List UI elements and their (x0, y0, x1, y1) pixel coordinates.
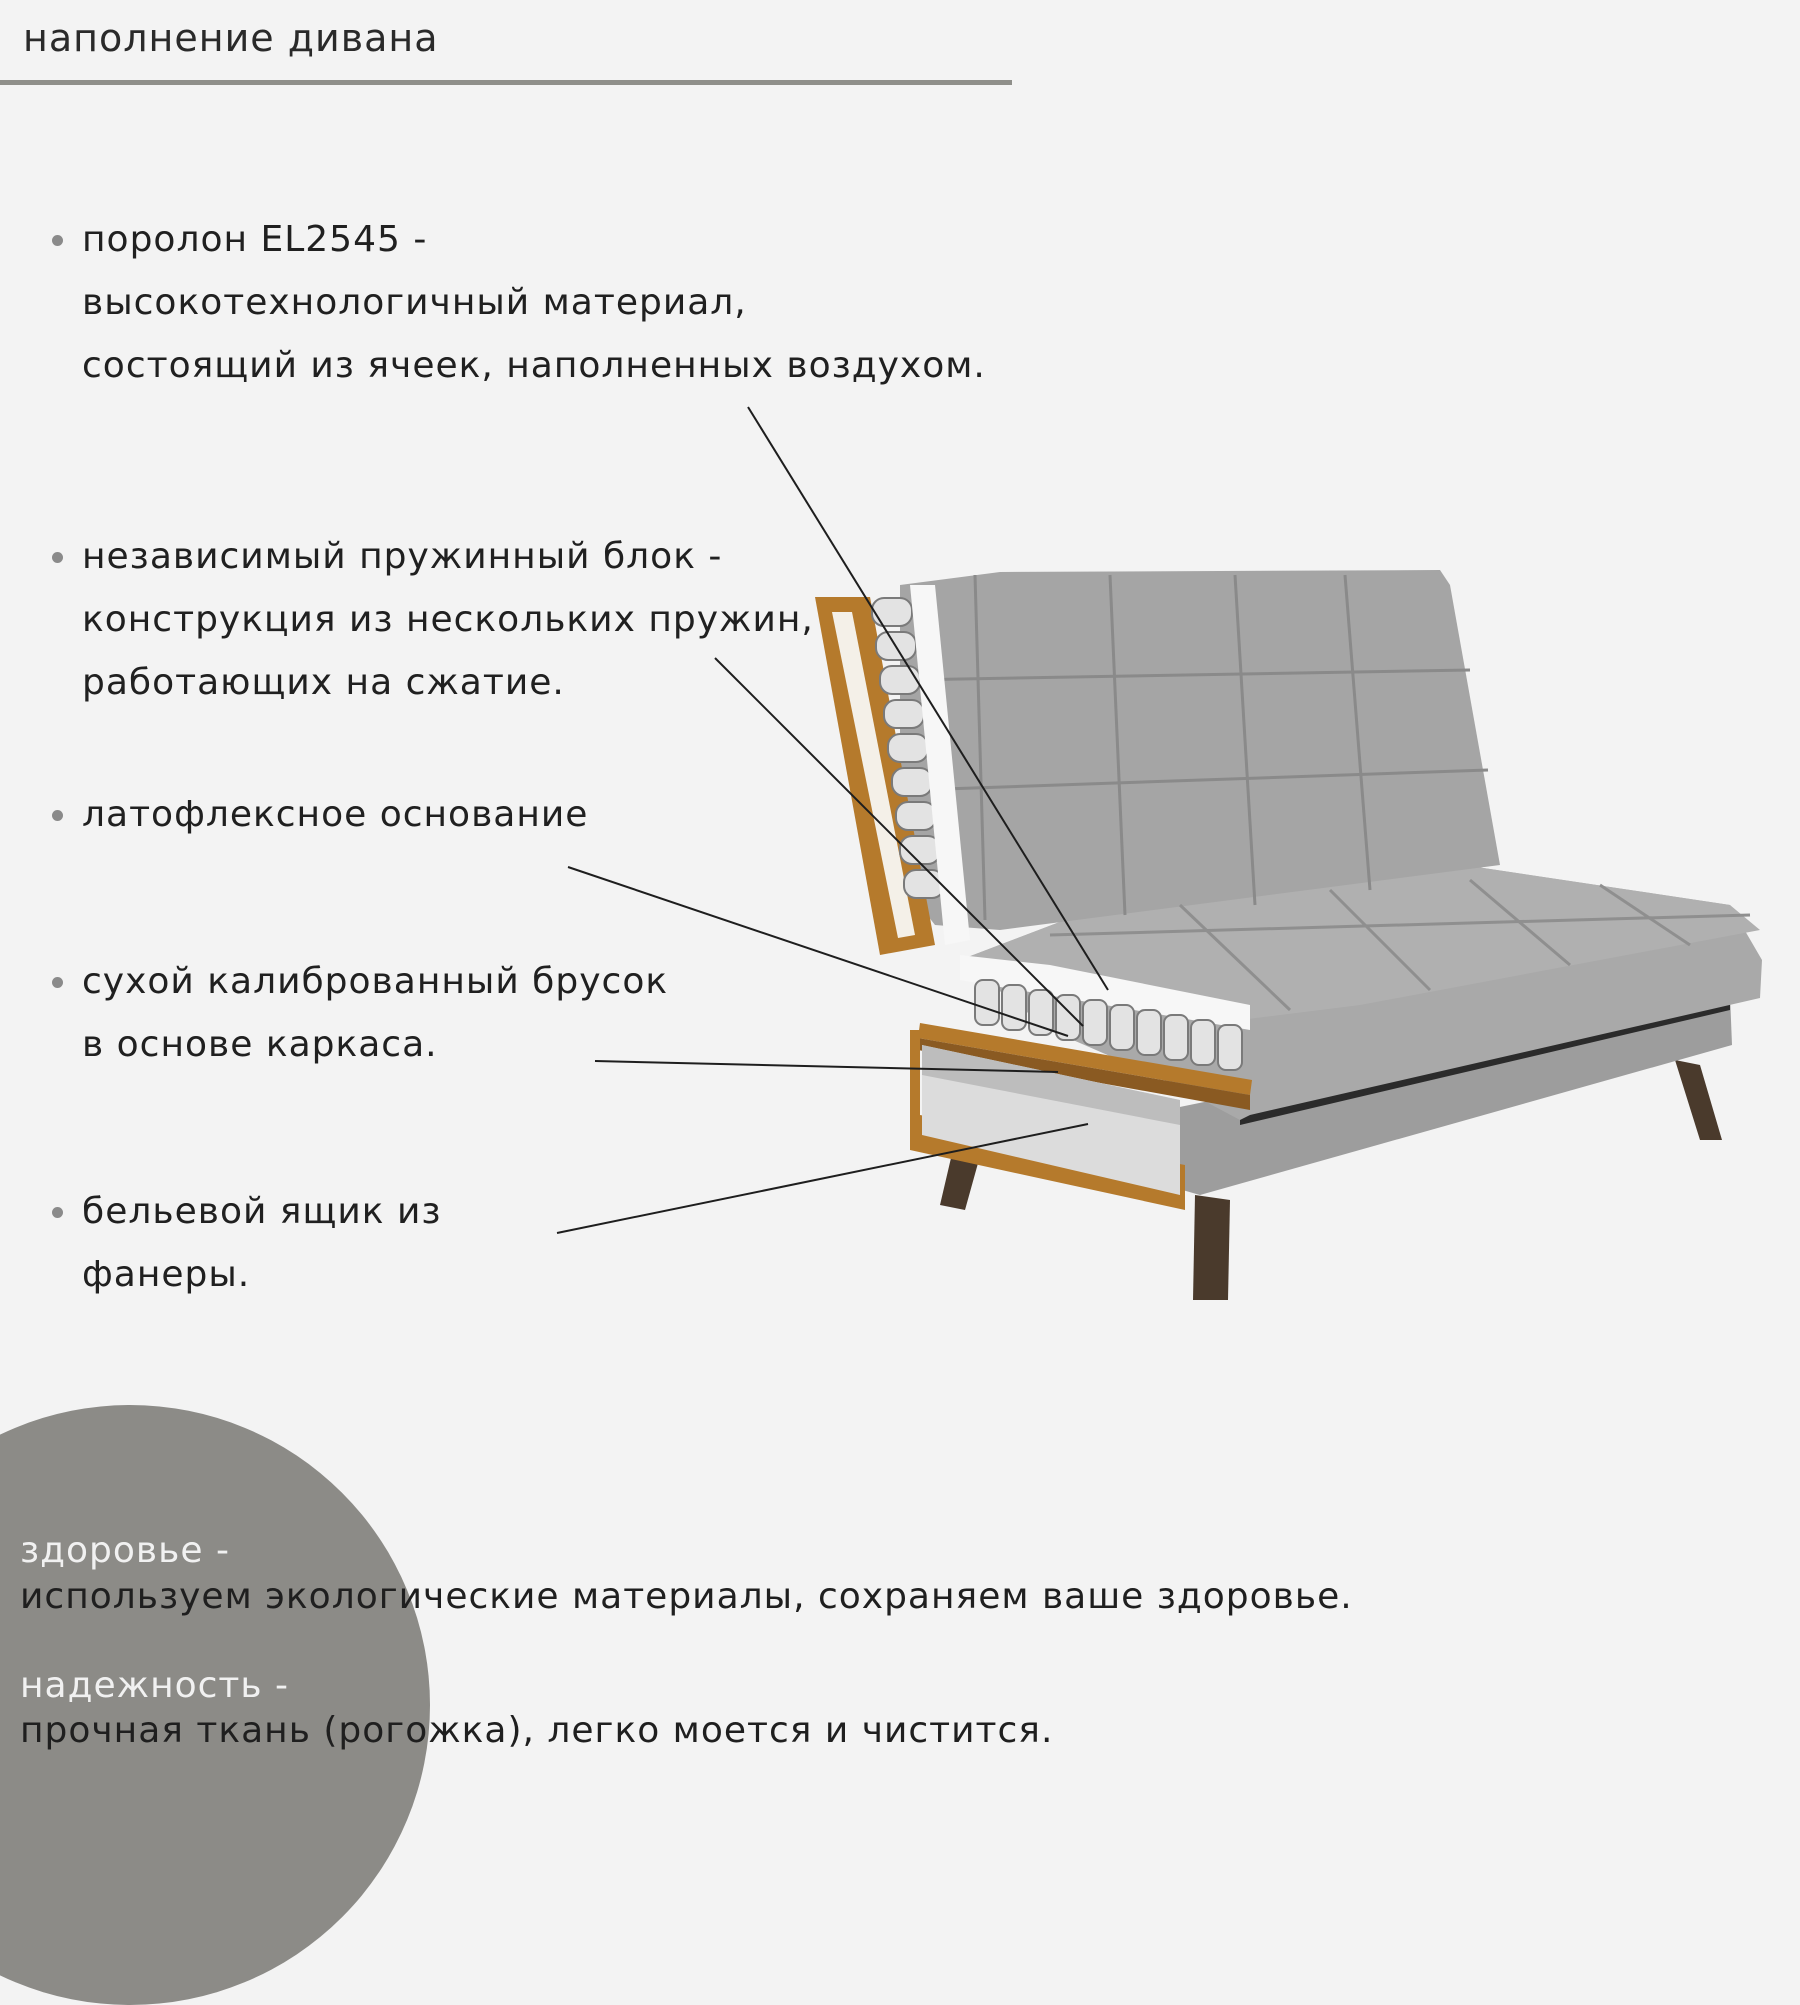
feature-line: латофлексное основание (82, 794, 589, 835)
feature-line: высокотехнологичный материал, (82, 282, 747, 323)
feature-storage-box (52, 1180, 442, 1306)
feature-line: поролон EL2545 - (82, 219, 428, 260)
feature-line: в основе каркаса. (82, 1024, 438, 1065)
bullet-icon (52, 552, 63, 563)
benefit-reliability-title: надежность - (20, 1665, 290, 1706)
sofa-leg-front (1193, 1195, 1230, 1300)
feature-line: сухой калиброванный брусок (82, 961, 669, 1002)
bullet-icon (52, 977, 63, 988)
page-title: наполнение дивана (23, 16, 439, 60)
feature-frame-bar (52, 950, 668, 1076)
benefit-health-text: используем экологические материалы, сохраняем ваше здоровье. (20, 1576, 1353, 1617)
bullet-icon (52, 1207, 63, 1218)
sofa-leg-right (1675, 1060, 1722, 1140)
feature-line: конструкция из нескольких пружин, (82, 599, 814, 640)
feature-line: фанеры. (82, 1254, 251, 1295)
feature-spring-block (52, 525, 814, 714)
benefit-reliability-text: прочная ткань (рогожка), легко моется и чистится. (20, 1710, 1054, 1751)
feature-line: независимый пружинный блок - (82, 536, 723, 577)
feature-foam (52, 208, 986, 397)
bullet-icon (52, 810, 63, 821)
feature-line: состоящий из ячеек, наполненных воздухом. (82, 345, 986, 386)
bullet-icon (52, 235, 63, 246)
feature-line: работающих на сжатие. (82, 662, 565, 703)
feature-line: бельевой ящик из (82, 1191, 442, 1232)
benefit-health-title: здоровье - (20, 1530, 230, 1571)
feature-latoflex (52, 783, 588, 846)
sofa-backrest (900, 570, 1500, 930)
